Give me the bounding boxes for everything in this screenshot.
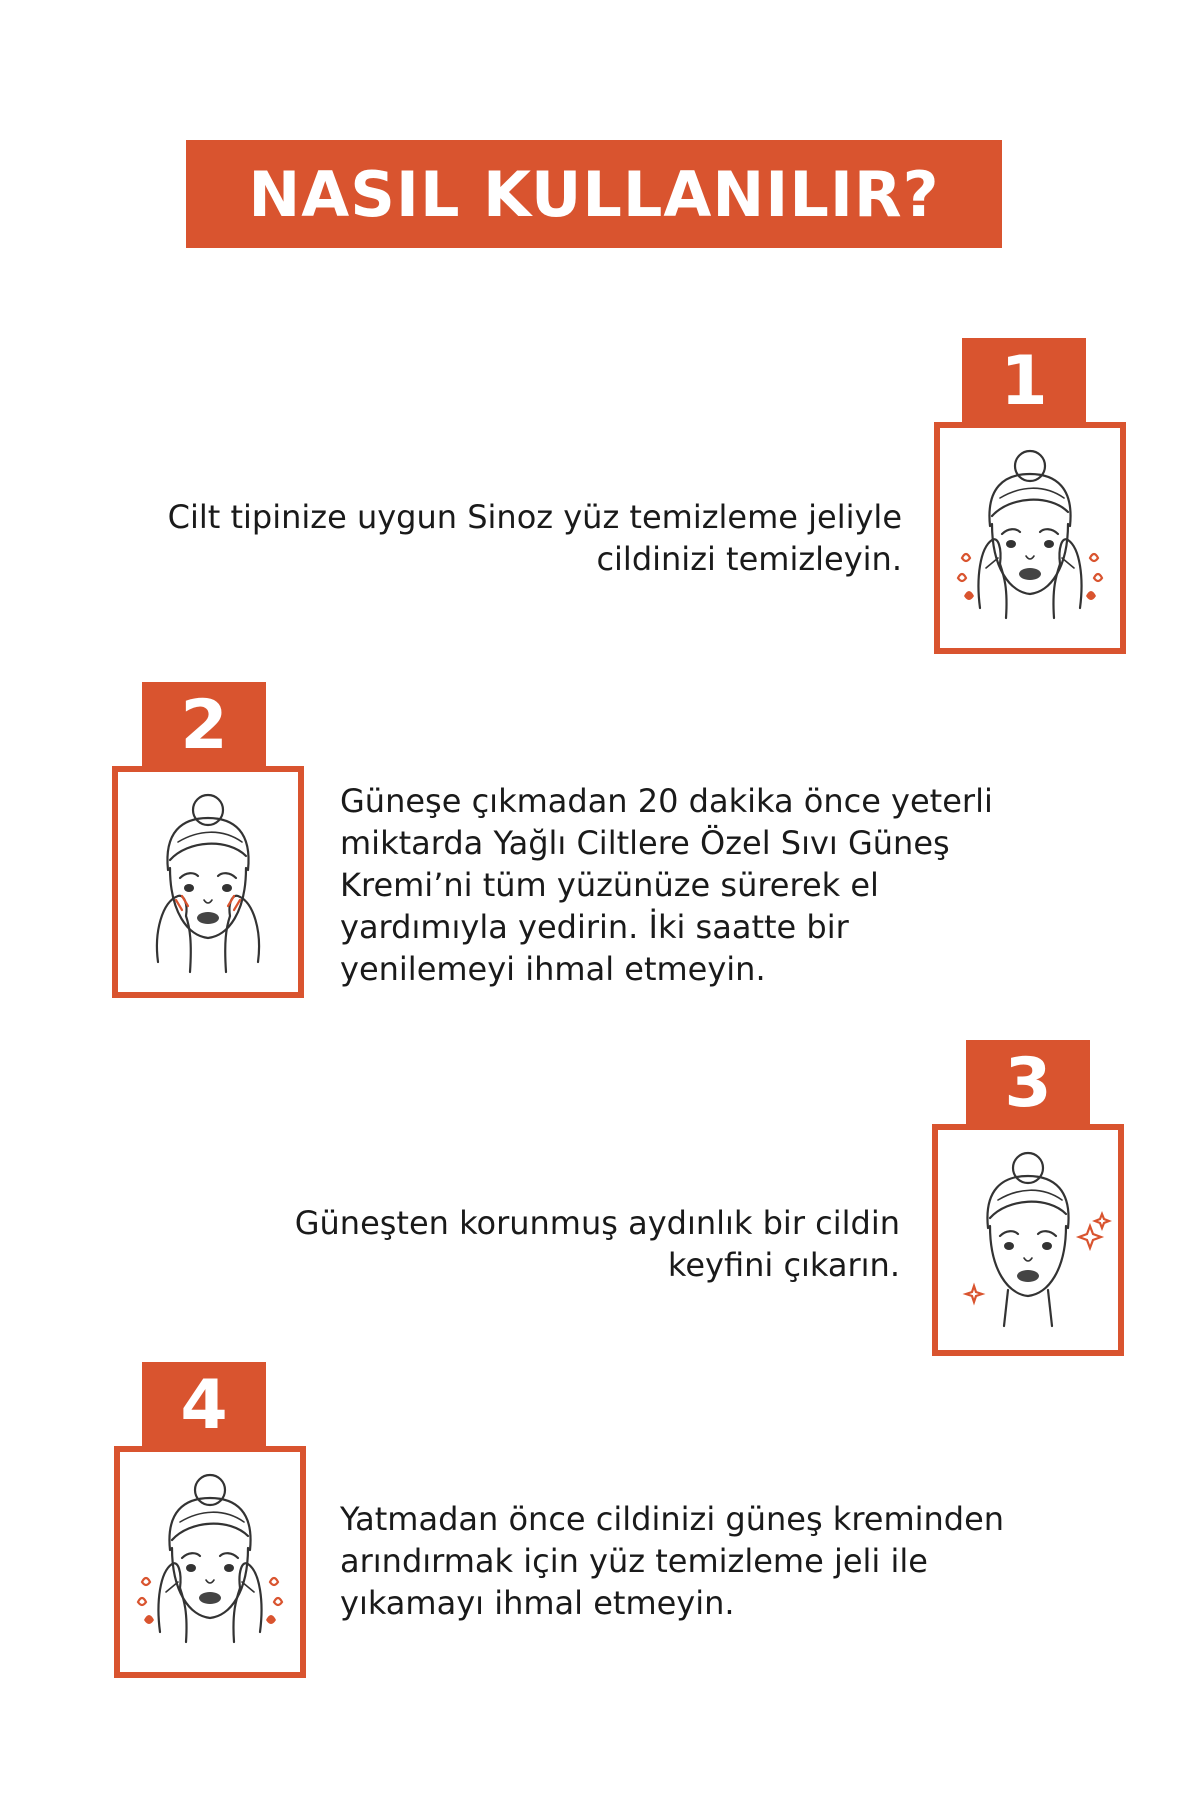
face-washing-icon [120,1452,300,1672]
step-2-line: yardımıyla yedirin. İki saatte bir [340,908,849,946]
step-4-line: Yatmadan önce cildinizi güneş kreminden [340,1500,1005,1538]
step-1-illustration [934,422,1126,654]
step-3-illustration [932,1124,1124,1356]
step-2-line: yenilemeyi ihmal etmeyin. [340,950,766,988]
title-banner [186,140,1002,248]
page-title: NASIL KULLANILIR? [248,157,940,231]
step-2-number: 2 [142,682,266,768]
step-1-number: 1 [962,338,1086,424]
step-1-line: cildinizi temizleyin. [596,540,902,578]
step-4-illustration [114,1446,306,1678]
step-1-line: Cilt tipinize uygun Sinoz yüz temizleme jeliyle [167,498,902,536]
step-4-line: arındırmak için yüz temizleme jeli ile [340,1542,928,1580]
step-2-line: miktarda Yağlı Ciltlere Özel Sıvı Güneş [340,824,950,862]
step-3-text [80,1202,900,1286]
step-2-text [340,780,1120,990]
step-3-number: 3 [966,1040,1090,1126]
step-3-line: keyfini çıkarın. [667,1246,900,1284]
step-4-text [340,1498,1140,1624]
face-applying-cream-icon [118,772,298,992]
step-3-line: Güneşten korunmuş aydınlık bir cildin [294,1204,900,1242]
step-1-text [80,496,902,580]
step-4-line: yıkamayı ihmal etmeyin. [340,1584,735,1622]
step-2-line: Güneşe çıkmadan 20 dakika önce yeterli [340,782,993,820]
step-2-line: Kremi’ni tüm yüzünüze sürerek el [340,866,879,904]
step-2-illustration [112,766,304,998]
face-washing-icon [940,428,1120,648]
face-glowing-icon [938,1130,1118,1350]
step-4-number: 4 [142,1362,266,1448]
